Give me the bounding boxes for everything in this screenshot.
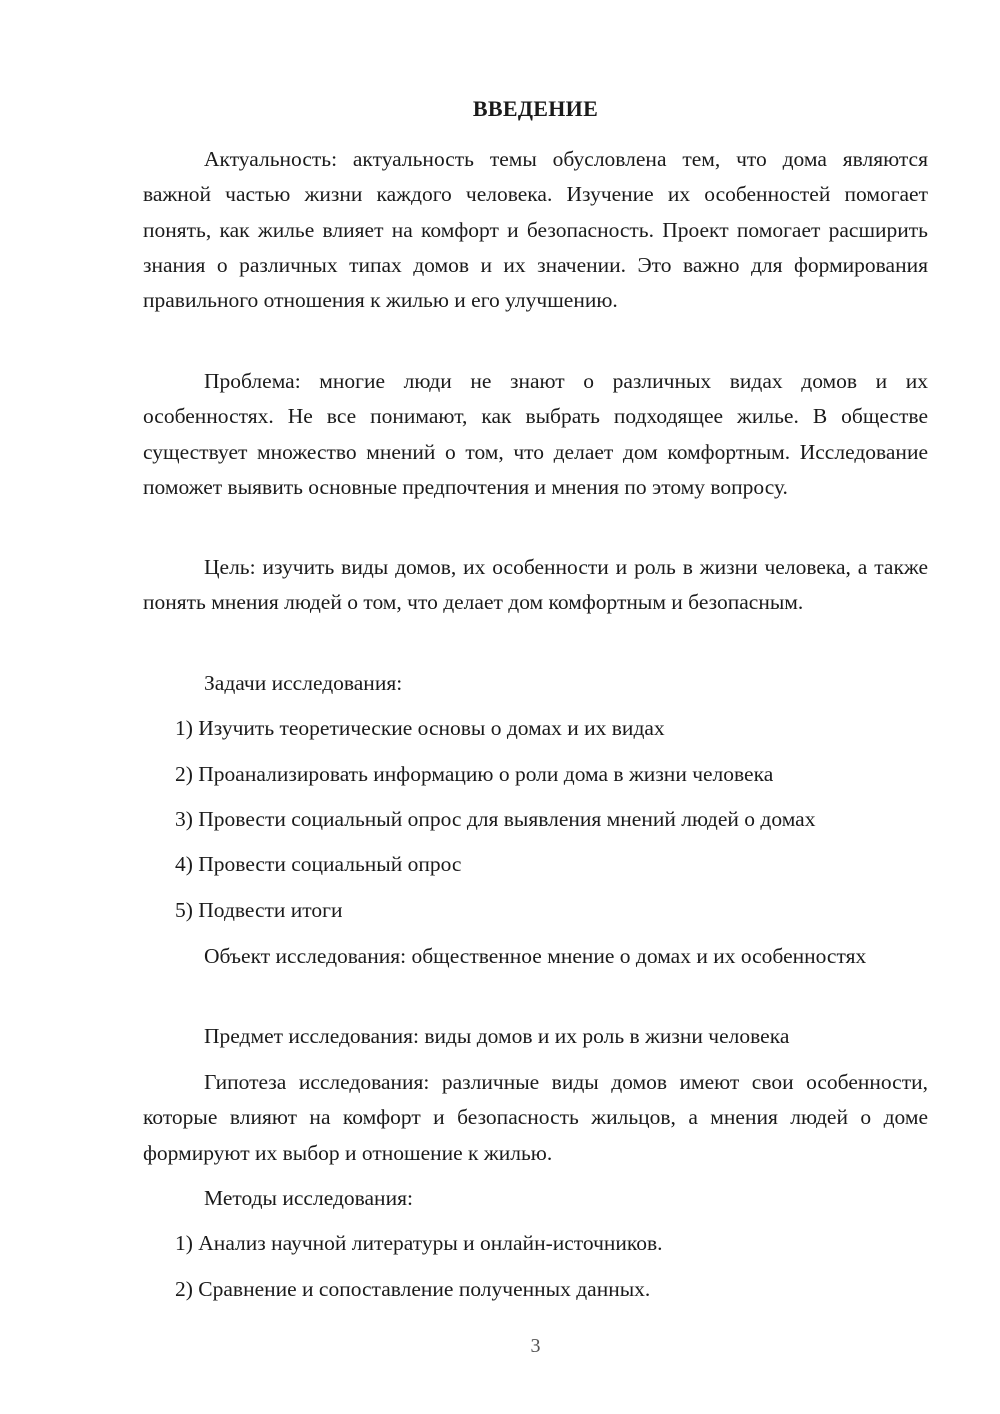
relevance-paragraph: Актуальность: актуальность темы обусловлена тем, что дома являются важной частью жизни каждого человека. Изучение их особенностей помогает понять, как жилье влияет на комфорт и безопасность. Проект помогает расширить знания о различных типах домов и их значении. Это важно для формирования правильного отношения к жилью и его улучшению.: [143, 147, 928, 313]
task-item-2: 2) Проанализировать информацию о роли дома в жизни человека: [175, 762, 774, 786]
problem-paragraph: Проблема: многие люди не знают о различных видах домов и их особенностях. Не все понимают, как выбрать подходящее жилье. В обществе существует множество мнений о том, что делает дом комфортным. Исследование поможет выявить основные предпочтения и мнения по этому вопросу.: [143, 369, 928, 499]
task-item-4: 4) Провести социальный опрос: [175, 852, 462, 876]
tasks-heading: Задачи исследования:: [204, 671, 403, 695]
task-item-1: 1) Изучить теоретические основы о домах и их видах: [175, 716, 665, 740]
page-number: 3: [530, 1335, 541, 1357]
subject-paragraph: Предмет исследования: виды домов и их роль в жизни человека: [204, 1024, 790, 1048]
task-item-5: 5) Подвести итоги: [175, 898, 343, 922]
method-item-2: 2) Сравнение и сопоставление полученных данных.: [175, 1277, 651, 1301]
goal-paragraph: Цель: изучить виды домов, их особенности и роль в жизни человека, а также понять мнения людей о том, что делает дом комфортным и безопасным.: [143, 555, 928, 615]
task-item-3: 3) Провести социальный опрос для выявления мнений людей о домах: [175, 807, 816, 831]
page-title: ВВЕДЕНИЕ: [472, 96, 599, 121]
hypothesis-paragraph: Гипотеза исследования: различные виды домов имеют свои особенности, которые влияют на комфорт и безопасность жильцов, а мнения людей о доме формируют их выбор и отношение к жилью.: [143, 1070, 928, 1165]
object-paragraph: Объект исследования: общественное мнение о домах и их особенностях: [204, 944, 867, 968]
method-item-1: 1) Анализ научной литературы и онлайн-источников.: [175, 1231, 663, 1255]
methods-heading: Методы исследования:: [204, 1186, 413, 1210]
